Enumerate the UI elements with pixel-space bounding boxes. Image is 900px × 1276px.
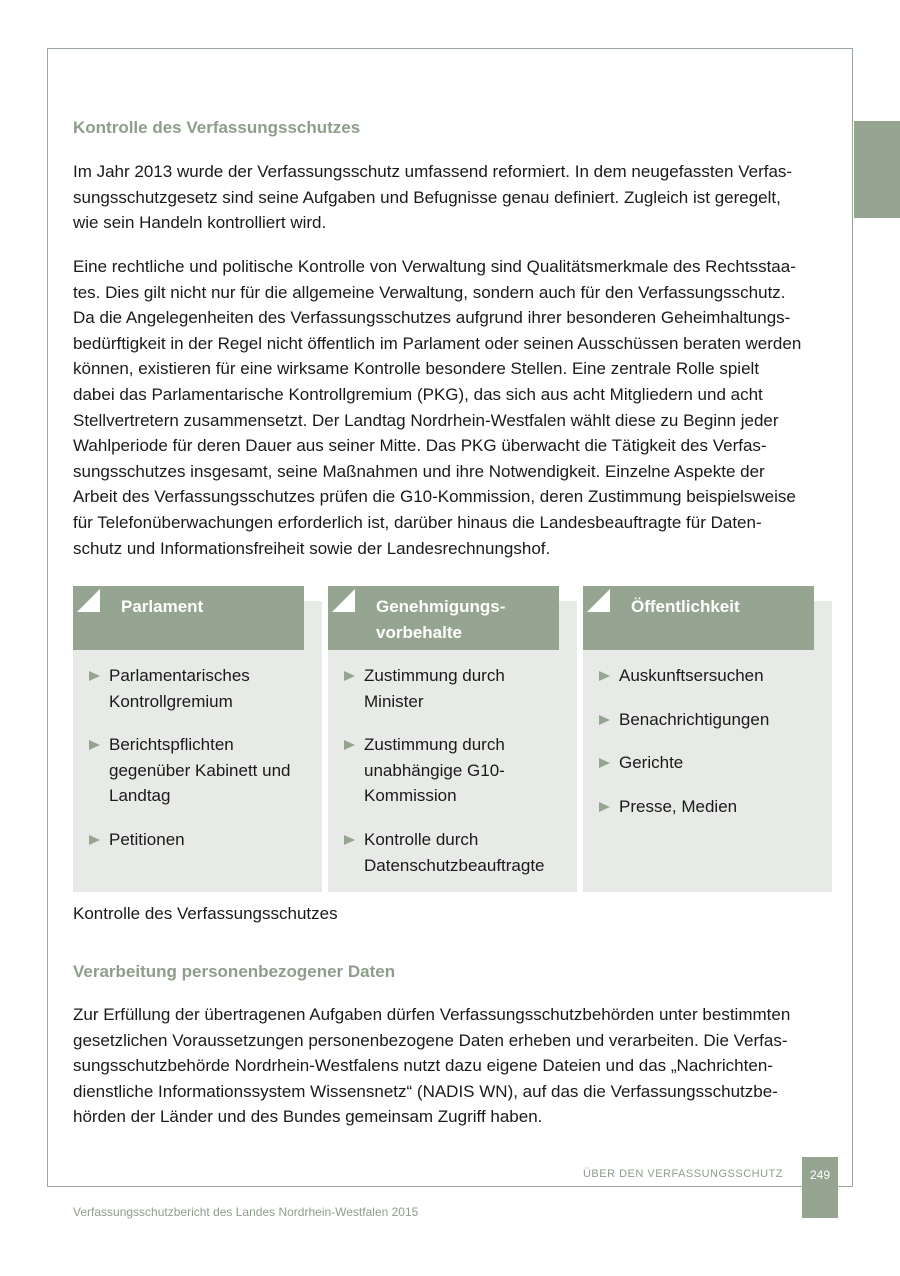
column-title (376, 594, 505, 646)
text-line: Arbeit des Verfassungsschutzes prüfen die G10-Kommission, deren Zustimmung beispielsweise (73, 487, 796, 507)
diagram-column-genehmigungsvorbehalte (328, 586, 577, 892)
paragraph-kontrolle (73, 254, 801, 561)
chapter-tab-marker (854, 121, 900, 218)
list-item-text: Minister (364, 691, 424, 711)
list-item (87, 827, 291, 853)
list-item-text: Kommission (364, 786, 457, 806)
text-line: sungsschutzbehörde Nordrhein-Westfalens nutzt dazu eigene Dateien und das „Nachrichten- (73, 1056, 773, 1076)
arrow-bullet-icon (344, 671, 355, 681)
list-item-text: Kontrollgremium (109, 691, 233, 711)
column-title (121, 594, 203, 620)
list-item-text: Benachrichtigungen (619, 709, 770, 729)
diagram-column-oeffentlichkeit (583, 586, 832, 892)
text-line: schutz und Informationsfreiheit sowie der Landesrechnungshof. (73, 538, 551, 558)
paragraph-verarbeitung (73, 1002, 790, 1130)
corner-triangle-icon (587, 589, 610, 612)
list-item-text: Kontrolle durch (364, 829, 479, 849)
running-head: ÜBER DEN VERFASSUNGSSCHUTZ (582, 1168, 783, 1180)
page-number-box (802, 1157, 838, 1218)
list-item-text: Gerichte (619, 753, 684, 773)
section-heading-kontrolle: Kontrolle des Verfassungsschutzes (73, 118, 361, 137)
column-title-line: Parlament (121, 597, 204, 616)
list-item-text: Presse, Medien (619, 796, 738, 816)
arrow-bullet-icon (599, 758, 610, 768)
list-item (87, 732, 291, 809)
list-item (342, 663, 545, 714)
arrow-bullet-icon (599, 715, 610, 725)
list-item-text: unabhängige G10- (364, 760, 505, 780)
text-line: Zur Erfüllung der übertragenen Aufgaben dürfen Verfassungsschutzbehörden unter bestimmten (73, 1005, 791, 1024)
column-title (631, 594, 740, 620)
column-header (328, 586, 559, 650)
text-line: bedürftigkeit in der Regel nicht öffentlich im Parlament oder seinen Ausschüssen beraten werden (73, 333, 802, 353)
text-line: sungsschutzes insgesamt, seine Maßnahmen und ihre Notwendigkeit. Einzelne Aspekte der (73, 461, 765, 481)
column-list (87, 663, 291, 853)
text-line: Da die Angelegenheiten des Verfassungsschutzes aufgrund ihrer besonderen Geheimhaltungs- (73, 308, 791, 328)
diagram-column-parlament (73, 586, 322, 892)
column-list (597, 663, 769, 819)
paragraph-intro (73, 159, 792, 236)
column-title-line: Genehmigungs- (376, 597, 506, 616)
column-title-line: Öffentlichkeit (631, 597, 740, 616)
text-line: Wahlperiode für deren Dauer aus seiner Mitte. Das PKG überwacht die Tätigkeit des Verfas- (73, 436, 767, 456)
corner-triangle-icon (332, 589, 355, 612)
column-header (583, 586, 814, 650)
list-item (597, 663, 769, 689)
footer-text: Verfassungsschutzbericht des Landes Nordrhein-Westfalen 2015 (73, 1205, 419, 1219)
text-line: Im Jahr 2013 wurde der Verfassungsschutz umfassend reformiert. In dem neugefassten Verfas- (73, 162, 793, 181)
text-line: wie sein Handeln kontrolliert wird. (73, 213, 327, 233)
list-item (597, 794, 769, 820)
section-heading-verarbeitung: Verarbeitung personenbezogener Daten (73, 962, 396, 981)
list-item-text: Parlamentarisches (109, 666, 250, 685)
list-item-text: Berichtspflichten (109, 735, 234, 755)
list-item-text: Auskunftsersuchen (619, 666, 764, 685)
arrow-bullet-icon (599, 671, 610, 681)
arrow-bullet-icon (599, 802, 610, 812)
text-line: tes. Dies gilt nicht nur für die allgemeine Verwaltung, sondern auch für den Verfassungsschutz. (73, 282, 786, 302)
text-line: gesetzlichen Voraussetzungen personenbezogene Daten erheben und verarbeiten. Die Verfas- (73, 1030, 788, 1050)
list-item-text: Landtag (109, 786, 171, 806)
arrow-bullet-icon (89, 835, 100, 845)
arrow-bullet-icon (89, 671, 100, 681)
list-item (597, 750, 769, 776)
column-list (342, 663, 545, 878)
text-line: dienstliche Informationssystem Wissensnetz“ (NADIS WN), auf das die Verfassungsschutzbe- (73, 1081, 778, 1101)
list-item-text: Zustimmung durch (364, 735, 505, 755)
column-header (73, 586, 304, 650)
diagram-caption: Kontrolle des Verfassungsschutzes (73, 904, 338, 923)
text-line: für Telefonüberwachungen erforderlich ist, darüber hinaus die Landesbeauftragte für Daten- (73, 512, 762, 532)
list-item (342, 827, 545, 878)
arrow-bullet-icon (89, 740, 100, 750)
list-item-text: Datenschutzbeauftragte (364, 855, 545, 875)
list-item-text: Petitionen (109, 829, 185, 849)
list-item (87, 663, 291, 714)
arrow-bullet-icon (344, 835, 355, 845)
column-title-line: vorbehalte (376, 623, 462, 642)
text-line: Stellvertretern zusammensetzt. Der Landtag Nordrhein-Westfalen wählt diese zu Beginn jeder (73, 410, 779, 430)
text-line: Eine rechtliche und politische Kontrolle von Verwaltung sind Qualitätsmerkmale des Rechtsstaa- (73, 257, 796, 276)
text-line: sungsschutzgesetz sind seine Aufgaben und Befugnisse genau definiert. Zugleich ist geregelt, (73, 187, 781, 207)
page-number: 249 (809, 1168, 831, 1182)
corner-triangle-icon (77, 589, 100, 612)
text-line: dabei das Parlamentarische Kontrollgremium (PKG), das sich aus acht Mitgliedern und acht (73, 384, 763, 404)
list-item-text: gegenüber Kabinett und (109, 760, 291, 780)
text-line: hörden der Länder und des Bundes gemeinsam Zugriff haben. (73, 1107, 543, 1127)
list-item (597, 707, 769, 733)
list-item-text: Zustimmung durch (364, 666, 505, 685)
text-line: können, existieren für eine wirksame Kontrolle besondere Stellen. Eine zentrale Rolle spielt (73, 359, 760, 379)
arrow-bullet-icon (344, 740, 355, 750)
list-item (342, 732, 545, 809)
